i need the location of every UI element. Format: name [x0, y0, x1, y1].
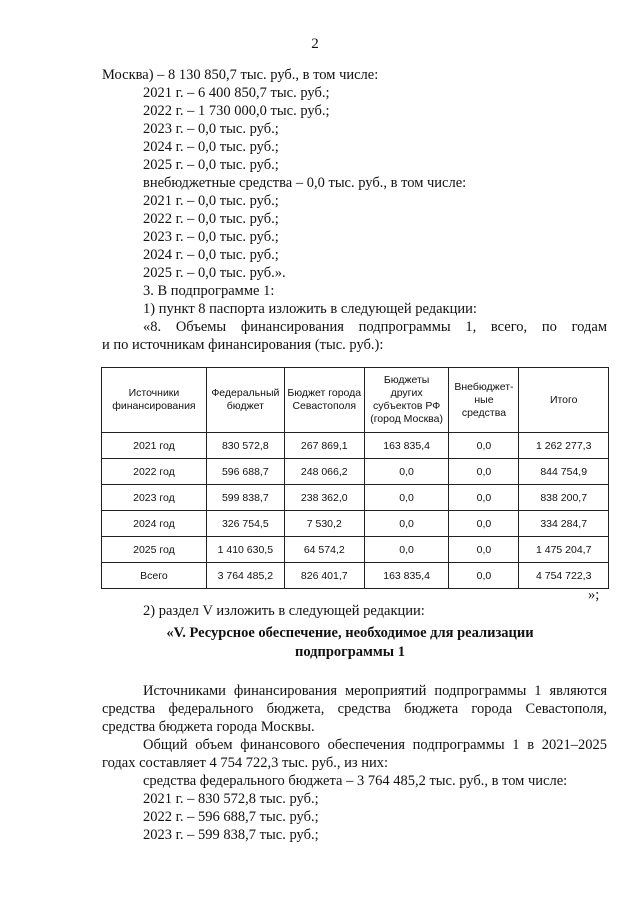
table-total-row [102, 563, 609, 589]
text-line: средства федерального бюджета – 3 764 485,2 тыс. руб., в том числе: [143, 773, 568, 789]
header-cell: Итого [519, 368, 609, 433]
table-cell: 2023 год [102, 485, 207, 511]
table-cell: 2025 год [102, 537, 207, 563]
header-cell: Источники финансирования [102, 368, 207, 433]
section2-intro: 2) раздел V изложить в следующей редакции: [143, 603, 425, 619]
text-line: 3. В подпрограмме 1: [143, 283, 275, 299]
table-cell: 267 869,1 [284, 433, 364, 459]
table-header-row [102, 368, 609, 433]
text-line: 1) пункт 8 паспорта изложить в следующей редакции: [143, 301, 477, 317]
table-cell: 844 754,9 [519, 459, 609, 485]
text-line: 2022 г. – 1 730 000,0 тыс. руб.; [143, 103, 330, 119]
section-heading: «V. Ресурсное обеспечение, необходимое для реализации подпрограммы 1 [166, 625, 534, 660]
text-line: внебюджетные средства – 0,0 тыс. руб., в том числе: [143, 175, 467, 191]
table-cell: 599 838,7 [206, 485, 284, 511]
table-cell: 0,0 [364, 485, 449, 511]
paragraph-line: годах составляет 4 754 722,3 тыс. руб., из них: [102, 755, 389, 771]
table-cell: 0,0 [364, 511, 449, 537]
text-line: 2024 г. – 0,0 тыс. руб.; [143, 139, 279, 155]
text-line: 2023 г. – 0,0 тыс. руб.; [143, 229, 279, 245]
item8-line: и по источникам финансирования (тыс. руб.): [102, 337, 384, 353]
table-cell: 596 688,7 [206, 459, 284, 485]
table-cell: 1 262 277,3 [519, 433, 609, 459]
header-cell: Внебюджет-ные средства [449, 368, 519, 433]
table-cell: 4 754 722,3 [519, 563, 609, 589]
table-row [102, 433, 609, 459]
paragraph-line: средства бюджета города Москвы. [102, 719, 315, 735]
table-row [102, 537, 609, 563]
paragraph-line: Общий объем финансового обеспечения подпрограммы 1 в 2021–2025 [143, 737, 607, 753]
table-cell: 2024 год [102, 511, 207, 537]
table-cell: 7 530,2 [284, 511, 364, 537]
text-line: 2025 г. – 0,0 тыс. руб.». [143, 265, 286, 281]
text-line: 2021 г. – 830 572,8 тыс. руб.; [143, 791, 319, 807]
text-line: 2021 г. – 6 400 850,7 тыс. руб.; [143, 85, 330, 101]
header-cell: Бюджет города Севастополя [284, 368, 364, 433]
table-cell: 163 835,4 [364, 433, 449, 459]
table-cell: 0,0 [449, 511, 519, 537]
table-row [102, 485, 609, 511]
table-cell: 0,0 [449, 563, 519, 589]
text-line: 2023 г. – 0,0 тыс. руб.; [143, 121, 279, 137]
table-cell: 0,0 [449, 485, 519, 511]
table-cell: 326 754,5 [206, 511, 284, 537]
text-line: 2024 г. – 0,0 тыс. руб.; [143, 247, 279, 263]
table-cell: 0,0 [449, 537, 519, 563]
paragraph-line: Источниками финансирования мероприятий подпрограммы 1 являются [143, 683, 607, 699]
table-cell: 334 284,7 [519, 511, 609, 537]
header-cell: Бюджеты других субъектов РФ (город Москва) [364, 368, 449, 433]
table-cell: 2022 год [102, 459, 207, 485]
table-cell: 2021 год [102, 433, 207, 459]
text-line: 2021 г. – 0,0 тыс. руб.; [143, 193, 279, 209]
table-cell: 826 401,7 [284, 563, 364, 589]
table-cell: 64 574,2 [284, 537, 364, 563]
table-cell: 3 764 485,2 [206, 563, 284, 589]
page-number: 2 [311, 36, 319, 52]
table-cell: 838 200,7 [519, 485, 609, 511]
table-cell: 1 410 630,5 [206, 537, 284, 563]
table-cell: 238 362,0 [284, 485, 364, 511]
table-cell: 0,0 [449, 459, 519, 485]
paragraph-line: средства федерального бюджета, средства бюджета города Севастополя, [102, 701, 607, 717]
item8-line: «8. Объемы финансирования подпрограммы 1, всего, по годам [143, 319, 607, 335]
table-cell: 830 572,8 [206, 433, 284, 459]
text-line: 2023 г. – 599 838,7 тыс. руб.; [143, 827, 319, 843]
table-cell: 0,0 [364, 537, 449, 563]
table-closing-quote: »; [588, 587, 600, 603]
table-cell: 0,0 [449, 433, 519, 459]
text-line: 2025 г. – 0,0 тыс. руб.; [143, 157, 279, 173]
table-cell: Всего [102, 563, 207, 589]
table-row [102, 459, 609, 485]
table-cell: 248 066,2 [284, 459, 364, 485]
text-line: 2022 г. – 596 688,7 тыс. руб.; [143, 809, 319, 825]
financing-table [101, 367, 609, 589]
header-cell: Федеральный бюджет [206, 368, 284, 433]
table-cell: 0,0 [364, 459, 449, 485]
text-line: 2022 г. – 0,0 тыс. руб.; [143, 211, 279, 227]
table-cell: 1 475 204,7 [519, 537, 609, 563]
table-row [102, 511, 609, 537]
table-cell: 163 835,4 [364, 563, 449, 589]
text-line: Москва) – 8 130 850,7 тыс. руб., в том числе: [102, 67, 379, 83]
